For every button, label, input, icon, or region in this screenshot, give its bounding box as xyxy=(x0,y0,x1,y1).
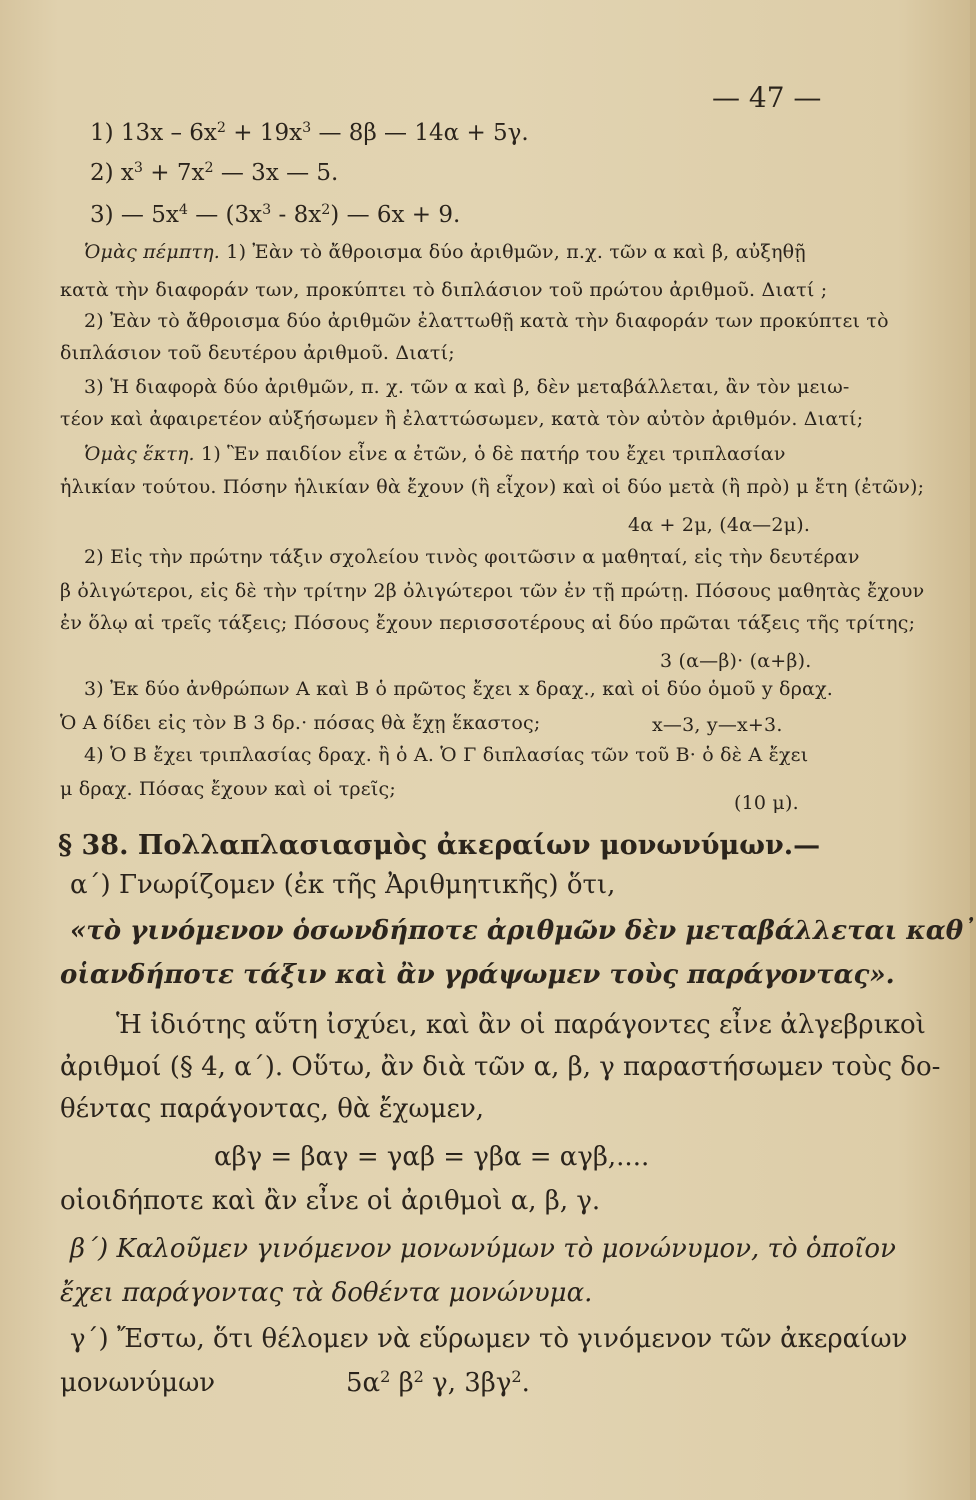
section-paragraph-line3: θέντας παράγοντας, θὰ ἔχωμεν, xyxy=(60,1094,485,1124)
section-point-c-monomials: $5\alpha^2$ $\beta^2$ γ, $3\beta\gamma^2$. xyxy=(346,1367,530,1398)
group6-q1-answer: 4α + 2μ, (4α—2μ). xyxy=(628,514,811,536)
exercise-number: 1) xyxy=(90,120,114,146)
group6-q2-answer: 3 (α—β)· (α+β). xyxy=(660,650,812,672)
section-paragraph-line1: Ἡ ἰδιότης αὕτη ἰσχύει, καὶ ἂν οἱ παράγοντες εἶνε ἀλγεβρικοὶ xyxy=(116,1010,926,1040)
group6-q3-line1: 3) Ἐκ δύο ἀνθρώπων Α καὶ Β ὁ πρῶτος ἔχει x δραχ., καὶ οἱ δύο ὁμοῦ y δραχ. xyxy=(84,678,834,700)
section-point-b-line2: ἔχει παράγοντας τὰ δοθέντα μονώνυμα. xyxy=(60,1278,593,1308)
exercise-number: 3) xyxy=(90,202,114,228)
group5-q1-line2: κατὰ τὴν διαφοράν των, προκύπτει τὸ διπλάσιον τοῦ πρώτου ἀριθμοῦ. Διατί ; xyxy=(60,279,828,301)
group6-q2-line3: ἐν ὅλῳ αἱ τρεῖς τάξεις; Πόσους ἔχουν περισσοτέρους αἱ δύο πρῶται τάξεις τῆς τρίτης; xyxy=(60,612,916,634)
group6-title: Ὁμὰς ἕκτη. xyxy=(84,443,195,465)
page-edge xyxy=(970,0,976,1500)
section-point-b-line1: β΄) Καλοῦμεν γινόμενον μονωνύμων τὸ μονώνυμον, τὸ ὁποῖον xyxy=(70,1234,896,1264)
exercise-2: 2) $x^3 + 7x^2$ — 3x — 5. xyxy=(90,160,339,186)
section-point-a: α΄) Γνωρίζομεν (ἐκ τῆς Ἀριθμητικῆς) ὅτι, xyxy=(70,870,616,900)
section-point-c-line2 xyxy=(60,1367,530,1398)
section-quote-line1: «τὸ γινόμενον ὁσωνδήποτε ἀριθμῶν δὲν μεταβάλλεται καθ᾽ xyxy=(70,916,976,946)
group6-q2-line1: 2) Εἰς τὴν πρώτην τάξιν σχολείου τινὸς φοιτῶσιν α μαθηταί, εἰς τὴν δευτέραν xyxy=(84,546,860,568)
group5-q3-line2: τέον καὶ ἀφαιρετέον αὐξήσωμεν ἢ ἐλαττώσωμεν, κατὰ τὸν αὐτὸν ἀριθμόν. Διατί; xyxy=(60,408,864,430)
group6-q4-line2: μ δραχ. Πόσας ἔχουν καὶ οἱ τρεῖς; xyxy=(60,778,396,800)
group6-q3-line2: Ὁ Α δίδει εἰς τὸν Β 3 δρ.· πόσας θὰ ἔχῃ ἕκαστος; xyxy=(60,712,541,734)
section-paragraph-line4: οἱοιδήποτε καὶ ἂν εἶνε οἱ ἀριθμοὶ α, β, γ. xyxy=(60,1186,601,1216)
section-point-c-line1: γ΄) Ἔστω, ὅτι θέλομεν νὰ εὕρωμεν τὸ γινόμενον τῶν ἀκεραίων xyxy=(70,1324,908,1354)
section-formula: αβγ = βαγ = γαβ = γβα = αγβ,.... xyxy=(214,1142,650,1172)
exercise-3: 3) — $5x^4$ — $(3x^3 - 8x^2)$ — 6x + 9. xyxy=(90,202,461,228)
group6-q1-line1: Ὁμὰς ἕκτη. 1) Ἓν παιδίον εἶνε α ἐτῶν, ὁ δὲ πατήρ του ἔχει τριπλασίαν xyxy=(84,443,786,465)
group5-q2-line1: 2) Ἐὰν τὸ ἄθροισμα δύο ἀριθμῶν ἐλαττωθῇ κατὰ τὴν διαφοράν των προκύπτει τὸ xyxy=(84,310,889,332)
group6-q1-line2: ἡλικίαν τούτου. Πόσην ἡλικίαν θὰ ἔχουν (ἢ εἶχον) καὶ οἱ δύο μετὰ (ἢ πρὸ) μ ἔτη (ἐτῶν); xyxy=(60,476,925,498)
section-heading: § 38. Πολλαπλασιασμὸς ἀκεραίων μονωνύμων.— xyxy=(58,830,821,861)
section-quote-line2: οἱανδήποτε τάξιν καὶ ἂν γράψωμεν τοὺς παράγοντας». xyxy=(60,960,895,990)
exercise-1: 1) $13x - 6x^2 + 19x^3$ — 8β — 14α + 5γ. xyxy=(90,120,529,146)
group6-q2-line2: β ὀλιγώτεροι, εἰς δὲ τὴν τρίτην 2β ὀλιγώτεροι τῶν ἐν τῇ πρώτῃ. Πόσους μαθητὰς ἔχουν xyxy=(60,580,925,602)
page-number: — 47 — xyxy=(712,81,822,114)
exercise-number: 2) xyxy=(90,160,114,186)
section-paragraph-line2: ἀριθμοί (§ 4, α΄). Οὕτω, ἂν διὰ τῶν α, β, γ παραστήσωμεν τοὺς δο- xyxy=(60,1052,941,1082)
group6-q4-answer: (10 μ). xyxy=(734,792,799,814)
group5-q3-line1: 3) Ἡ διαφορὰ δύο ἀριθμῶν, π. χ. τῶν α καὶ β, δὲν μεταβάλλεται, ἂν τὸν μειω- xyxy=(84,376,850,398)
group5-q2-line2: διπλάσιον τοῦ δευτέρου ἀριθμοῦ. Διατί; xyxy=(60,342,455,364)
group5-q1-line1: Ὁμὰς πέμπτη. 1) Ἐὰν τὸ ἄθροισμα δύο ἀριθμῶν, π.χ. τῶν α καὶ β, αὐξηθῇ xyxy=(84,241,806,263)
group6-q3-answer: x—3, y—x+3. xyxy=(652,714,783,736)
group5-title: Ὁμὰς πέμπτη. xyxy=(84,241,221,263)
section-point-c-label: μονωνύμων xyxy=(60,1368,216,1398)
group6-q4-line1: 4) Ὁ Β ἔχει τριπλασίας δραχ. ἢ ὁ Α. Ὁ Γ διπλασίας τῶν τοῦ Β· ὁ δὲ Α ἔχει xyxy=(84,744,809,766)
